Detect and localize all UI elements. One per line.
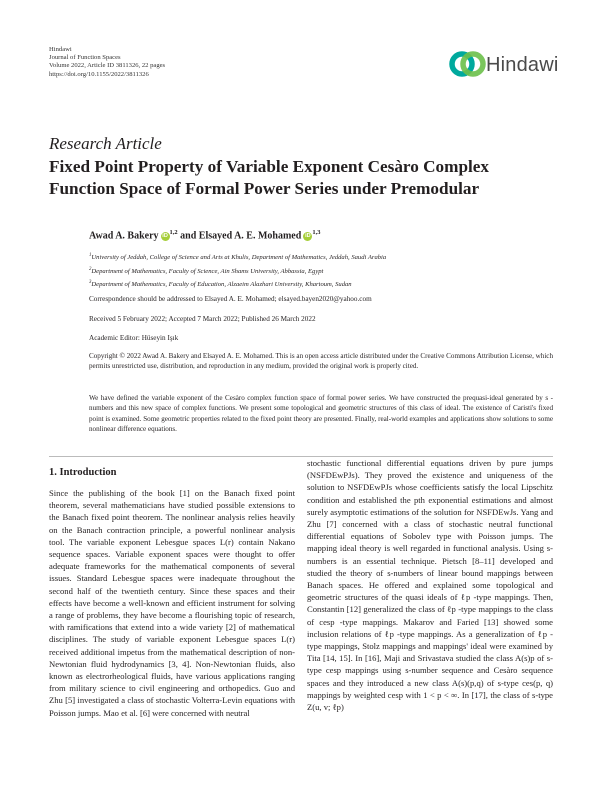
- affiliation: [89, 277, 386, 291]
- section-heading: 1. Introduction: [49, 467, 117, 478]
- author-line: [89, 229, 320, 241]
- orcid-icon[interactable]: iD: [305, 233, 311, 240]
- affiliation-text: University of Jeddah, College of Science and Arts at Khulis, Department of Mathematics, Jeddah, Saudi Arabia: [91, 254, 387, 262]
- author-1-affil: 1,2: [169, 229, 178, 236]
- doi-link[interactable]: https://doi.org/10.1155/2022/3811326: [49, 70, 149, 78]
- affiliation: [89, 250, 386, 264]
- affiliation-text: Department of Mathematics, Faculty of Science, Ain Shams University, Abbassia, Egypt: [91, 267, 324, 275]
- author-1[interactable]: Awad A. Bakery: [89, 230, 159, 242]
- affiliation: [89, 264, 386, 278]
- author-2-affil: 1,3: [312, 229, 321, 236]
- paper-title: Fixed Point Property of Variable Exponent Cesàro Complex Function Space of Formal Power Series under Premodular: [49, 157, 490, 198]
- copyright-notice: Copyright © 2022 Awad A. Bakery and Elsayed A. E. Mohamed. This is an open access article distributed under the Creative Commons Attribution License, which permits unrestricted use, distribution, and reproduction in any medium, provided the original work is properly cited.: [89, 352, 553, 371]
- journal-header: [49, 46, 165, 79]
- affiliation-number: 1: [89, 253, 92, 258]
- affiliation-number: 3: [89, 280, 92, 286]
- publisher-name: Hindawi: [49, 46, 72, 53]
- affiliations: [89, 250, 386, 291]
- article-type: Research Article: [49, 134, 162, 153]
- abstract: We have defined the variable exponent of the Cesàro complex function space of formal power series. We have constructed the prequasi-ideal generated by s -numbers and this new space of complex functions. We present some topological and geometric structures of this class of ideal. The existence of Caristi's fixed point is examined. Some geometric properties related to the fixed point theory are presented. Finally, real-world examples and applications show solutions to some nonlinear difference equations.: [89, 394, 553, 433]
- volume-line: Volume 2022, Article ID 3811326, 22 pages: [49, 62, 166, 70]
- academic-editor: Academic Editor: Hüseyin Işık: [89, 334, 179, 342]
- body-column-left: Since the publishing of the book [1] on the Banach fixed point theorem, several mathematicians have studied possible extensions to the Banach fixed point theorem. The nonlinear analysis relies heavily on the Banach contraction principle, a powerful nonlinear analysis tool. The variable exponent Lebesgue spaces L(r) contain Nakano sequence spaces. Variable exponent spaces were thought to offer adequate frameworks for the mathematical components of several issues. Standard Lebesgue spaces were inadequate throughout the second half of the twentieth century. Since these spaces and their effects have become a well-known and efficient instrument for solving a range of problems, they have become a flourishing topic of research, with ramifications that extend into a wide variety [2] of mathematical disciplines. The study of variable exponent Lebesgue spaces L(r) received additional impetus from the mathematical description of non-Newtonian fluid hydrodynamics [3, 4]. Non-Newtonian fluids, also known as electrorheological fluids, have various applications ranging from military science to civil engineering and orthopedics. Guo and Zhu [5] investigated a class of stochastic Volterra-Levin equations with Poisson jumps. Mao et al. [6] were concerned with neutral: [49, 488, 295, 718]
- orcid-icon[interactable]: iD: [162, 233, 168, 240]
- journal-name: Journal of Function Spaces: [49, 54, 121, 62]
- hindawi-logo-text: Hindawi: [486, 54, 559, 76]
- author-2[interactable]: Elsayed A. E. Mohamed: [198, 230, 302, 242]
- author-and: and: [180, 230, 197, 242]
- affiliation-number: 2: [89, 266, 92, 272]
- affiliation-text: Department of Mathematics, Faculty of Education, Alzaeim Alazhari University, Khartoum, Sudan: [91, 281, 352, 289]
- correspondence: Correspondence should be addressed to Elsayed A. E. Mohamed; elsayed.bayen2020@yahoo.com: [89, 295, 372, 303]
- dates: Received 5 February 2022; Accepted 7 March 2022; Published 26 March 2022: [89, 315, 316, 323]
- body-column-right: stochastic functional differential equations driven by pure jumps (NSFDEwPJs). They proved the existence and uniqueness of the solution to NSFDEwPJs whose coefficients satisfy the local Lipschitz condition and established the pth exponential estimations and almost surely asymptotic estimations of the solution for NSFDEwJs. Yang and Zhu [7] concerned with a class of stochastic neutral functional differential equations of Sobolev type with Poisson jumps. The mapping ideal theory is well regarded in functional analysis. Using s-numbers is an essential technique. Pietsch [8–11] developed and studied the theory of s-numbers of linear bound mappings between Banach spaces. He offered and explained some topological and geometric structures of the quasi ideals of ℓp -type mappings. Then, Constantin [12] generalized the class of ℓp -type mappings to the class of cesp -type mappings. Makarov and Faried [13] showed some inclusion relations of ℓp -type mappings. As a generalization of ℓp -type mappings, Stolz mappings and mappings' ideal were examined by Tita [14, 15]. In [16], Maji and Srivastava studied the class A(s)p of s-type cesp mappings using s-number sequence and Cesàro sequence spaces and they introduced a new class A(s)(p,q) of s-type ces(p, q) mappings by weighted cesp with 1 < p < ∞. In [17], the class of s-type Z(u, v; ℓp): [307, 458, 553, 713]
